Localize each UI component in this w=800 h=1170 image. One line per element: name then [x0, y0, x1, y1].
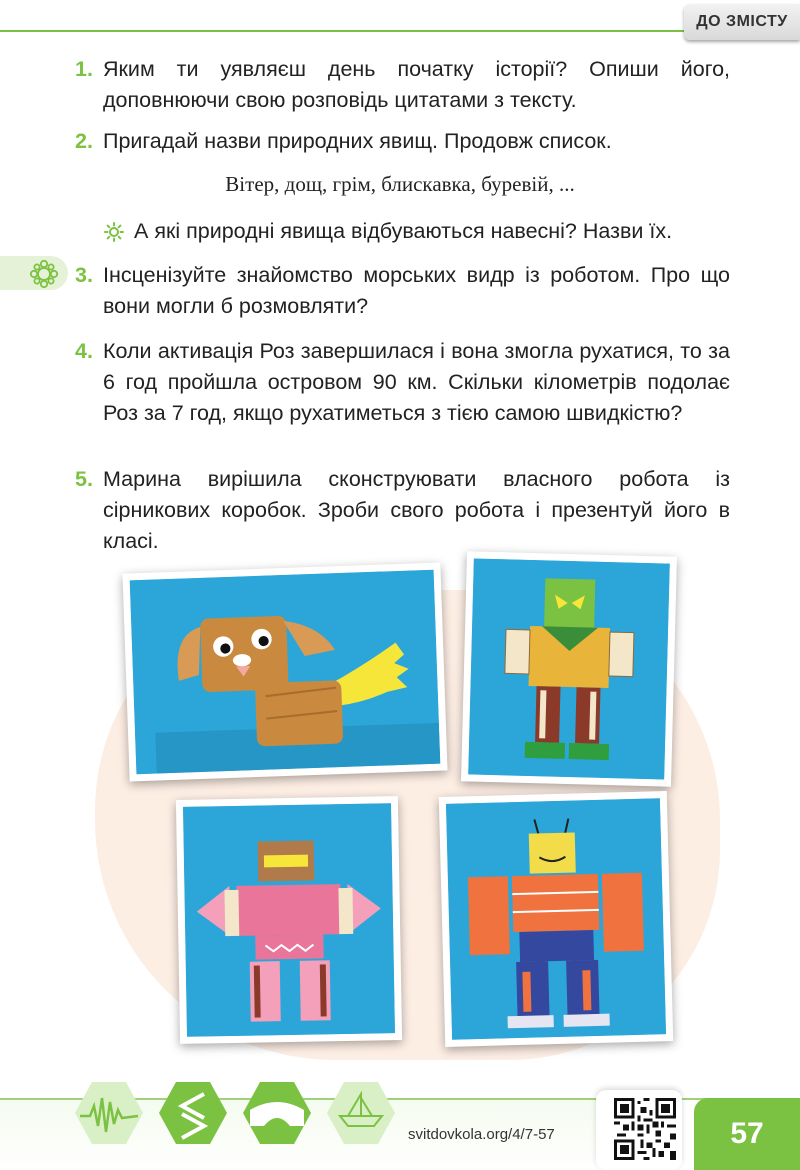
group-work-icon [28, 258, 60, 290]
task-text: Яким ти уявляєш день початку історії? Опиши його, доповнюючи свою розповідь цитатами з тексту. [103, 57, 730, 112]
paper-boat-icon[interactable] [326, 1080, 396, 1146]
site-link[interactable]: svitdovkola.org/4/7-57 [408, 1126, 555, 1143]
soundwave-icon[interactable] [74, 1080, 144, 1146]
task-4 [75, 336, 730, 429]
header-rule [0, 30, 690, 32]
sub-question [104, 216, 672, 247]
task-number: 5. [75, 467, 93, 491]
task-number: 1. [75, 57, 93, 81]
sub-question-text: А які природні явища відбуваються навесні? Назви їх. [134, 219, 673, 243]
examples-line: Вітер, дощ, грім, блискавка, буревій, ... [225, 172, 575, 196]
qr-code-icon[interactable] [614, 1098, 676, 1160]
task-number: 3. [75, 263, 93, 287]
photo-pink-robot [176, 796, 402, 1044]
photo-orange-robot [439, 791, 673, 1047]
toc-button[interactable]: ДО ЗМІСТУ [684, 4, 800, 40]
task-text: Марина вирішила сконструювати власного робота із сірникових коробок. Зроби свого робота і презентуй його в класі. [103, 467, 730, 553]
bridge-icon[interactable] [242, 1080, 312, 1146]
page-number: 57 [694, 1098, 800, 1170]
task-number: 2. [75, 129, 93, 153]
task-number: 4. [75, 339, 93, 363]
task-text: Коли активація Роз завершилася і вона змогла рухатися, то за 6 год пройшла островом 90 км. Скільки кілометрів подолає Роз за 7 год, якщо рухатиметься з тією самою швидкістю? [103, 339, 730, 425]
compare-icon[interactable] [158, 1080, 228, 1146]
task-1 [75, 54, 730, 116]
photo-dog-robot [122, 563, 447, 782]
task-text: Пригадай назви природних явищ. Продовж список. [103, 129, 612, 153]
sun-icon [104, 222, 124, 242]
task-text: Інсценізуйте знайомство морських видр із роботом. Про що вони могли б розмовляти? [103, 263, 730, 318]
task-2 [75, 126, 730, 157]
photo-green-robot [461, 551, 677, 786]
task-5 [75, 464, 730, 557]
task-3 [75, 260, 730, 322]
